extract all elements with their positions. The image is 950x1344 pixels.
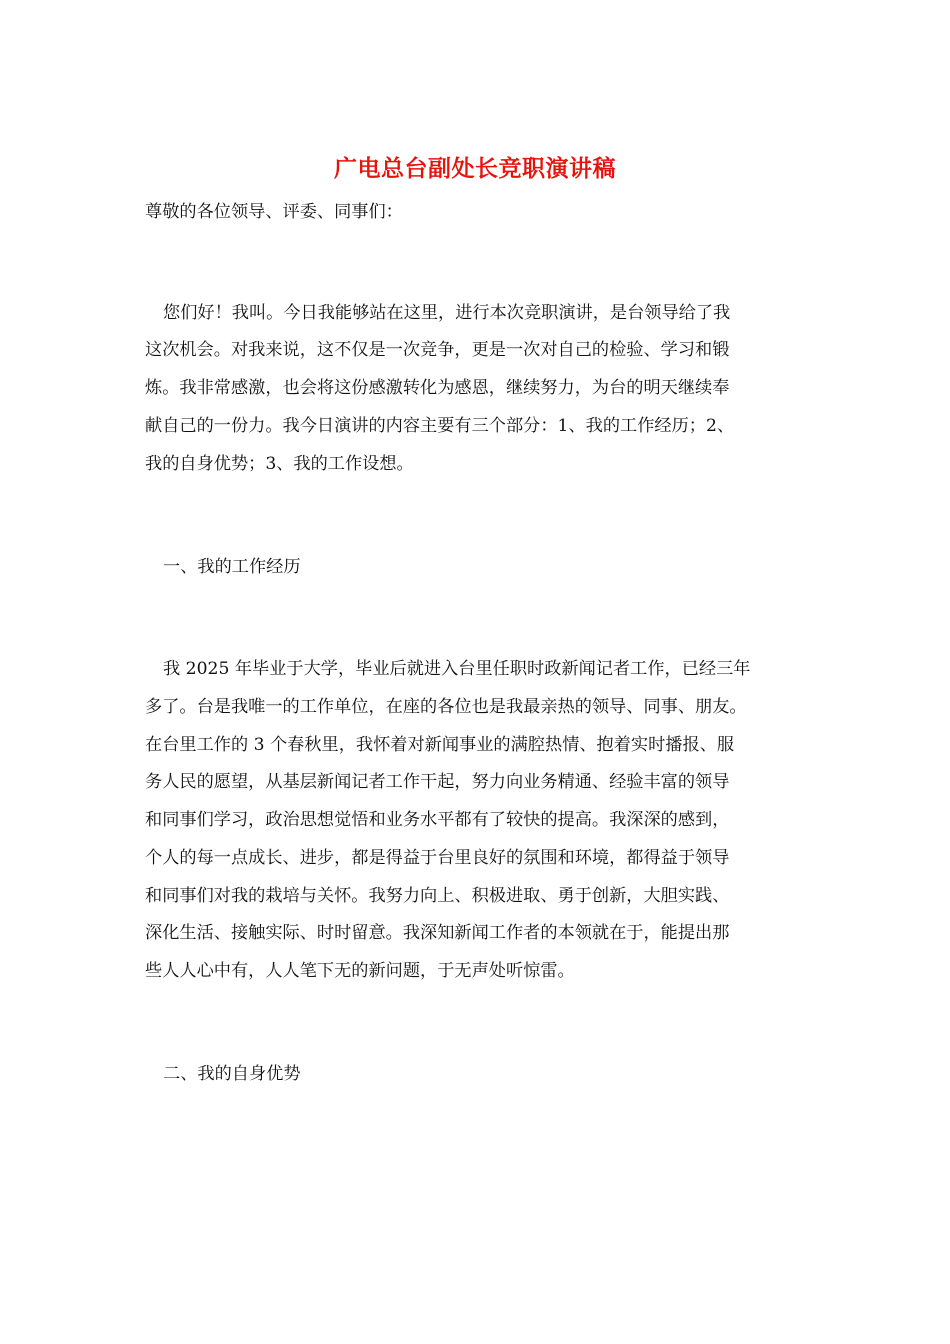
paragraph-line: 炼。我非常感激，也会将这份感激转化为感恩，继续努力，为台的明天继续奉 <box>145 378 730 398</box>
paragraph-line: 在台里工作的 3 个春秋里，我怀着对新闻事业的满腔热情、抱着实时播报、服 <box>145 735 735 755</box>
section-heading-work-experience: 一、我的工作经历 <box>163 557 301 577</box>
paragraph-line: 务人民的愿望，从基层新闻记者工作干起，努力向业务精通、经验丰富的领导 <box>145 772 730 792</box>
paragraph-line: 这次机会。对我来说，这不仅是一次竞争，更是一次对自己的检验、学习和锻 <box>145 340 730 360</box>
paragraph-line: 和同事们对我的栽培与关怀。我努力向上、积极进取、勇于创新，大胆实践、 <box>145 886 730 906</box>
document-title: 广电总台副处长竞职演讲稿 <box>334 155 616 182</box>
paragraph-line: 多了。台是我唯一的工作单位，在座的各位也是我最亲热的领导、同事、朋友。 <box>145 697 747 717</box>
paragraph-line: 些人人心中有，人人笔下无的新问题，于无声处听惊雷。 <box>145 961 575 981</box>
paragraph-line: 和同事们学习，政治思想觉悟和业务水平都有了较快的提高。我深深的感到， <box>145 810 730 830</box>
salutation: 尊敬的各位领导、评委、同事们： <box>145 202 403 222</box>
paragraph-line: 深化生活、接触实际、时时留意。我深知新闻工作者的本领就在于，能提出那 <box>145 923 730 943</box>
paragraph-line: 我的自身优势；3、我的工作设想。 <box>145 454 414 474</box>
paragraph-line: 我 2025 年毕业于大学，毕业后就进入台里任职时政新闻记者工作，已经三年 <box>163 659 751 679</box>
paragraph-line: 献自己的一份力。我今日演讲的内容主要有三个部分：1、我的工作经历；2、 <box>145 416 735 436</box>
paragraph-line: 您们好！我叫。今日我能够站在这里，进行本次竞职演讲，是台领导给了我 <box>163 303 731 323</box>
paragraph-line: 个人的每一点成长、进步，都是得益于台里良好的氛围和环境，都得益于领导 <box>145 848 730 868</box>
section-heading-personal-strengths: 二、我的自身优势 <box>163 1064 301 1084</box>
